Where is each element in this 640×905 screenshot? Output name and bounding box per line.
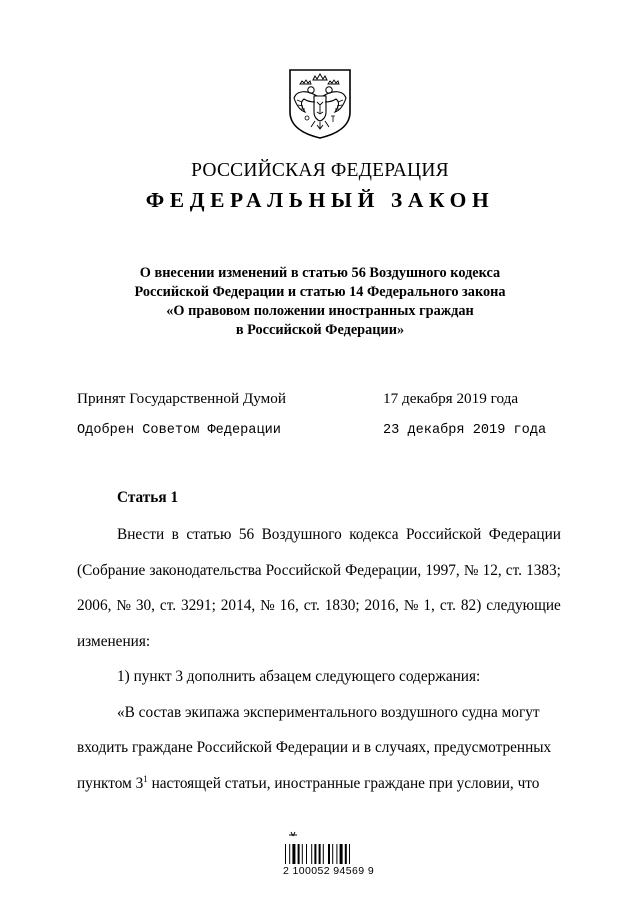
word: статью xyxy=(186,526,232,543)
word: 3291; xyxy=(181,597,216,614)
word: законодательства xyxy=(149,561,262,579)
law-title xyxy=(0,264,640,340)
word: 56 xyxy=(238,526,255,543)
word: кодекса xyxy=(349,526,399,543)
word: 1997, xyxy=(425,561,460,579)
document-type: ФЕДЕРАЛЬНЫЙ ЗАКОН xyxy=(145,188,495,212)
word: Российской xyxy=(405,526,482,543)
word: 2016, xyxy=(364,597,399,614)
quote-line-start: пунктом 3 xyxy=(77,774,144,792)
word: Федерации xyxy=(488,526,561,543)
article-heading: Статья 1 xyxy=(117,489,179,506)
word: 30, xyxy=(135,597,155,614)
word: № xyxy=(463,561,479,579)
paragraph-line: изменения: xyxy=(77,632,151,650)
barcode-number: 2 100052 94569 9 xyxy=(283,865,375,877)
law-title-line: в Российской Федерации» xyxy=(235,322,405,338)
country-name: РОССИЙСКАЯ ФЕДЕРАЦИЯ xyxy=(191,160,449,181)
paragraph-line xyxy=(77,588,561,624)
word: ст. xyxy=(303,597,320,614)
quote-line: входить граждане Российской Федерации и в случаях, предусмотренных xyxy=(77,739,552,756)
duma-adoption-label: Принят Государственной Думой xyxy=(77,390,286,407)
council-approval-label: Одобрен Советом Федерации xyxy=(77,423,281,438)
law-title-line: О внесении изменений в статью 56 Воздушного кодекса xyxy=(139,265,501,281)
word: ст. xyxy=(439,597,456,614)
council-approval-date: 23 декабря 2019 года xyxy=(383,423,547,438)
word: 1383; xyxy=(526,561,561,579)
word: Федерации, xyxy=(345,561,422,579)
word: (Собрание xyxy=(77,561,146,579)
paragraph-line xyxy=(77,517,561,553)
word: в xyxy=(171,526,179,543)
word: 16, xyxy=(279,597,299,614)
word: № xyxy=(260,597,275,614)
word: ст. xyxy=(159,597,177,614)
word: № xyxy=(116,597,131,614)
quote-line xyxy=(77,766,561,802)
word: Внести xyxy=(117,526,165,543)
list-item: 1) пункт 3 дополнить абзацем следующего содержания: xyxy=(117,668,481,685)
quote-line: «В состав экипажа экспериментального воздушного судна могут xyxy=(117,703,540,721)
coat-of-arms-emblem xyxy=(287,68,353,140)
word: 2006, xyxy=(77,597,112,614)
superscript: 1 xyxy=(143,773,148,784)
word: ст. xyxy=(505,561,522,579)
duma-adoption-date: 17 декабря 2019 года xyxy=(383,390,519,407)
word: 2014, xyxy=(220,597,256,614)
word: следующие xyxy=(486,597,561,614)
paragraph-line xyxy=(77,553,561,589)
word: № xyxy=(403,597,419,614)
article-body xyxy=(77,517,561,801)
word: Российской xyxy=(265,561,342,579)
law-title-line: «О правовом положении иностранных граждан xyxy=(166,303,474,319)
word: 82) xyxy=(460,597,482,614)
word: 1830; xyxy=(324,597,360,614)
word: 1, xyxy=(423,597,435,614)
quote-line-end: настоящей статьи, иностранные граждане при условии, что xyxy=(151,774,540,792)
word: 12, xyxy=(482,561,502,579)
law-title-line: Российской Федерации и статью 14 Федерального закона xyxy=(134,284,506,300)
word: Воздушного xyxy=(261,526,342,543)
